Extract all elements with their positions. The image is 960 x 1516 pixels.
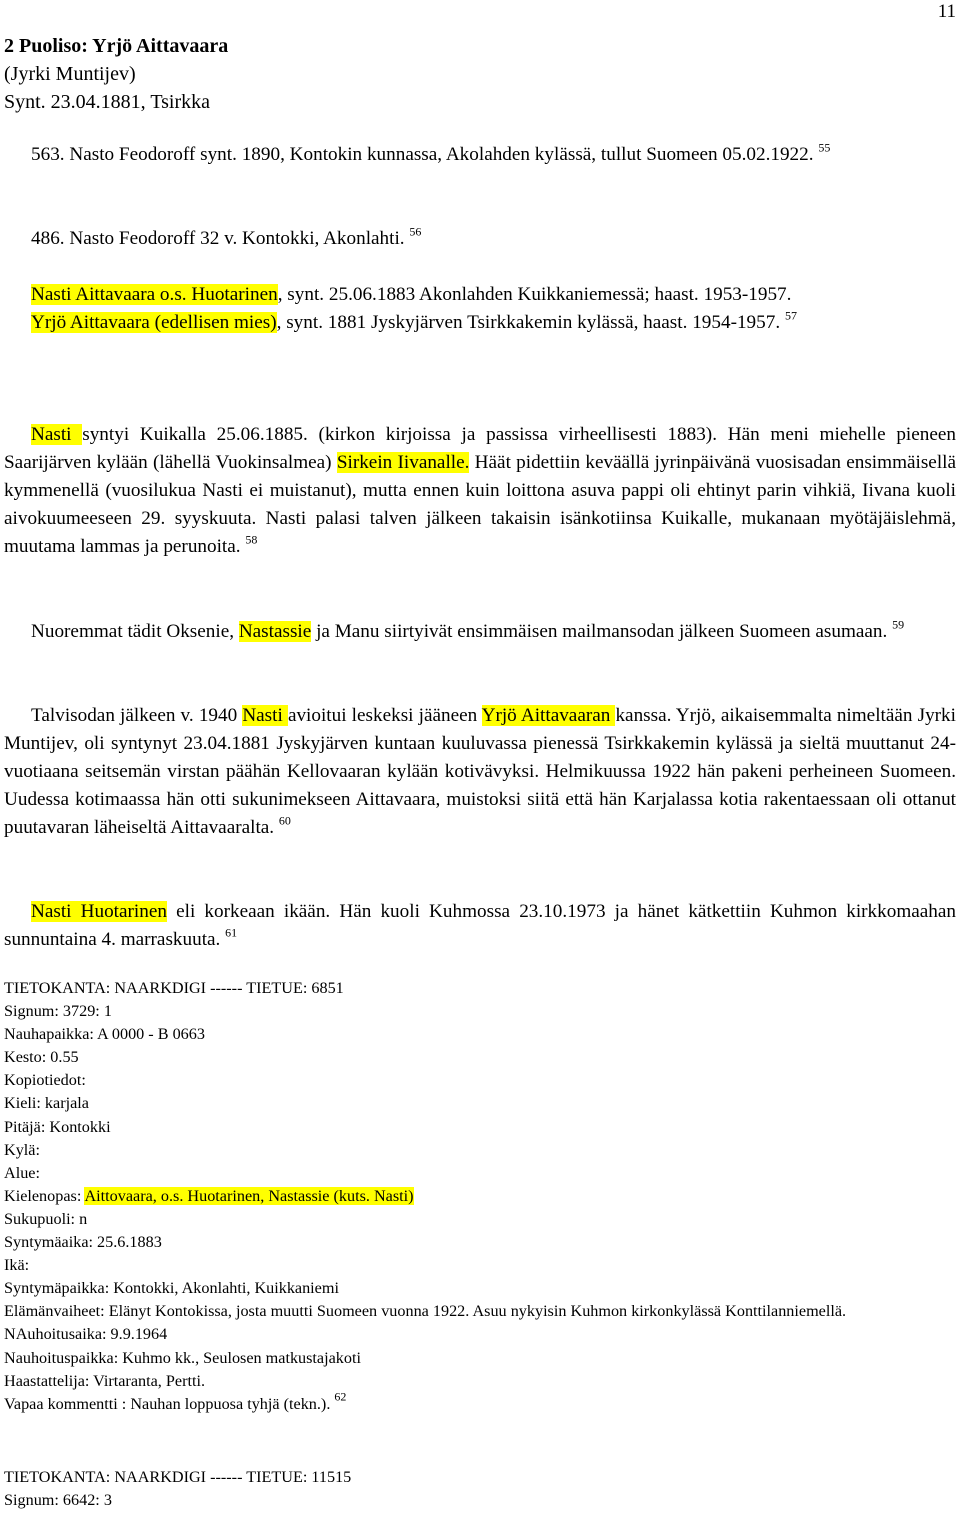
record-elamanvaiheet: Elämänvaiheet: Elänyt Kontokissa, josta muutti Suomeen vuonna 1922. Asuu nykyisin Kuhmon kirkonkylässä Konttilanniemellä. xyxy=(4,1302,847,1321)
record-kielenopas xyxy=(4,1185,956,1208)
paragraph-text: Nuoremmat tädit Oksenie, xyxy=(31,621,239,642)
highlight-sirkein: Sirkein Iivanalle. xyxy=(336,452,470,473)
paragraph-text: syntyi Kuikalla 25.06.1885. (kirkon kirjoissa ja passissa virheellisesti 1883). Hän meni miehelle pieneen Saarijärven kylään (lähellä Vuokinsalmea) xyxy=(4,424,956,473)
spouse-birth: Synt. 23.04.1881, Tsirkka xyxy=(4,91,211,113)
archive-record-6851 xyxy=(4,977,956,1416)
footnote-ref: 55 xyxy=(818,140,831,155)
highlight-yrjo: Yrjö Aittavaara (edellisen mies) xyxy=(31,312,277,333)
record-nauhoitusaika: NAuhoitusaika: 9.9.1964 xyxy=(4,1325,168,1344)
paragraph-aunts xyxy=(4,618,956,646)
paragraph-text: 563. Nasto Feodoroff synt. 1890, Kontokin kunnassa, Akolahden kylässä, tullut Suomeen 05.02.1922. xyxy=(31,144,814,165)
record-nauhapaikka: Nauhapaikka: A 0000 - B 0663 xyxy=(4,1025,205,1044)
record-kopiotiedot: Kopiotiedot: xyxy=(4,1071,86,1090)
paragraph-486 xyxy=(4,225,956,253)
record-alue: Alue: xyxy=(4,1163,40,1182)
paragraph-nasti-born xyxy=(4,421,956,561)
highlight-kielenopas: Aittovaara, o.s. Huotarinen, Nastassie (kuts. Nasti) xyxy=(84,1186,414,1205)
paragraph-text: eli korkeaan ikään. Hän kuoli Kuhmossa 23.10.1973 ja hänet kätkettiin Kuhmon kirkkomaahan sunnuntaina 4. marraskuuta. xyxy=(4,901,956,950)
record-pitaja: Pitäjä: Kontokki xyxy=(4,1117,111,1136)
record-kielenopas-label: Kielenopas: xyxy=(4,1186,85,1205)
highlight-nasti: Nasti xyxy=(31,424,83,445)
spouse-alias: (Jyrki Muntijev) xyxy=(4,63,136,85)
paragraph-text: 486. Nasto Feodoroff 32 v. Kontokki, Akonlahti. xyxy=(31,228,405,249)
record-tietokanta: TIETOKANTA: NAARKDIGI ------ TIETUE: 6851 xyxy=(4,979,344,997)
record-signum: Signum: 3729: 1 xyxy=(4,1002,112,1021)
record-signum: Signum: 6642: 3 xyxy=(4,1491,112,1510)
paragraph-text: ja Manu siirtyivät ensimmäisen mailmansodan jälkeen Suomeen asumaan. xyxy=(311,621,888,642)
spouse-header xyxy=(4,32,228,116)
paragraph-text: Talvisodan jälkeen v. 1940 xyxy=(31,705,243,726)
record-kyla: Kylä: xyxy=(4,1140,40,1159)
footnote-ref: 59 xyxy=(892,617,905,632)
footnote-ref: 62 xyxy=(334,1389,347,1404)
page-number: 11 xyxy=(937,1,956,22)
archive-record-11515 xyxy=(4,1466,956,1512)
record-sukupuoli: Sukupuoli: n xyxy=(4,1209,88,1228)
paragraph-text: avioitui leskeksi jääneen xyxy=(287,705,482,726)
footnote-ref: 61 xyxy=(225,925,238,940)
highlight-yrjo: Yrjö Aittavaaran xyxy=(481,705,616,726)
record-kieli: Kieli: karjala xyxy=(4,1094,89,1113)
highlight-nasti: Nasti Aittavaara o.s. Huotarinen xyxy=(31,284,278,305)
paragraph-marriage xyxy=(4,702,956,842)
footnote-ref: 57 xyxy=(784,308,797,323)
record-nauhoituspaikka: Nauhoituspaikka: Kuhmo kk., Seulosen matkustajakoti xyxy=(4,1348,361,1367)
paragraph-text: , synt. 25.06.1883 Akonlahden Kuikkaniemessä; haast. 1953-1957. xyxy=(277,284,792,305)
spouse-title: 2 Puoliso: Yrjö Aittavaara xyxy=(4,35,229,57)
record-kommentti-text: Vapaa kommentti : Nauhan loppuosa tyhjä (tekn.). xyxy=(4,1394,331,1413)
paragraph-text: kanssa. Yrjö, aikaisemmalta nimeltään Jyrki Muntijev, oli syntynyt 23.04.1881 Jyskyjärven kuntaan kuuluvassa pienessä Tsirkkakemin kylässä ja sieltä muuttanut 24-vuotiaana seitsemän virstan päähän Kellovaaran kylään kotivävyksi. Helmikuussa 1922 hän pakeni perheineen Suomeen. Uudessa kotimaassa hän otti sukunimekseen Aittavaara, muistoksi siitä että hän Karjalassa kotia rakentaessaan oli ottanut puutavaran läheiseltä Aittavaaralta. xyxy=(4,705,956,838)
highlight-nasti: Nasti xyxy=(242,705,288,726)
record-kommentti xyxy=(4,1389,956,1416)
paragraph-563 xyxy=(4,141,956,169)
record-syntymaaika: Syntymäaika: 25.6.1883 xyxy=(4,1233,162,1252)
footnote-ref: 56 xyxy=(409,224,422,239)
record-kesto: Kesto: 0.55 xyxy=(4,1048,79,1067)
paragraph-text: , synt. 1881 Jyskyjärven Tsirkkakemin kylässä, haast. 1954-1957. xyxy=(276,312,781,333)
record-syntymapaikka: Syntymäpaikka: Kontokki, Akonlahti, Kuikkaniemi xyxy=(4,1279,339,1298)
footnote-ref: 60 xyxy=(278,813,291,828)
record-ika: Ikä: xyxy=(4,1256,30,1275)
highlight-nastassie: Nastassie xyxy=(238,621,312,642)
record-tietokanta: TIETOKANTA: NAARKDIGI ------ TIETUE: 11515 xyxy=(4,1468,352,1486)
paragraph-informants xyxy=(4,281,956,337)
footnote-ref: 58 xyxy=(245,532,258,547)
highlight-nasti-huotarinen: Nasti Huotarinen xyxy=(31,901,167,922)
paragraph-text: Häät pidettiin keväällä jyrinpäivänä vuosisadan ensimmäisellä kymmenellä (vuosilukua Nasti ei muistanut), mutta ennen kuin loittona asuva pappi oli ehtinyt parin vihkiä, Iivana kuoli aivokuumeeseen 29. syyskuuta. Nasti palasi talven jälkeen takaisin isänkotiinsa Kuikalle, mukanaan myötäjäislehmä, muutama lammas ja perunoita. xyxy=(4,452,957,557)
paragraph-death xyxy=(4,898,956,954)
record-haastattelija: Haastattelija: Virtaranta, Pertti. xyxy=(4,1371,205,1390)
